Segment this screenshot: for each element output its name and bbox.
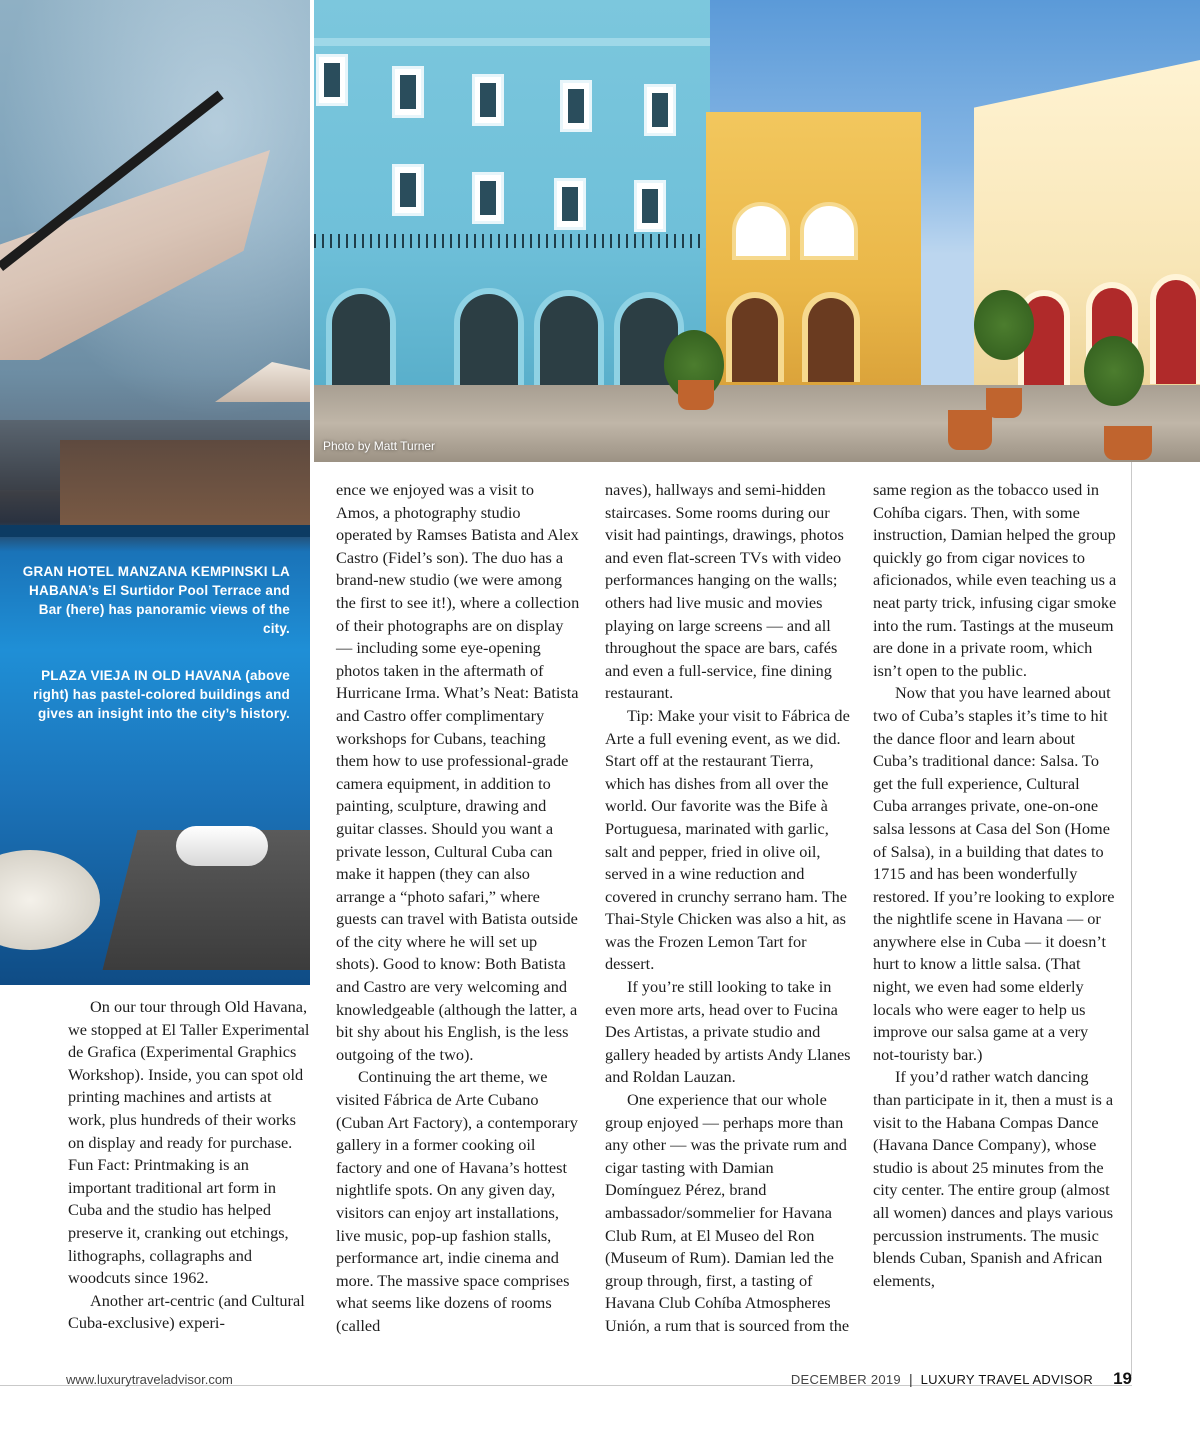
paragraph: same region as the tobacco used in Cohíba cigars. Then, with some instruction, Damian helped the group quickly go from cigar novices to aficionados, while even teaching us a neat party trick, infusing cigar smoke into the rum. Tastings at the museum are done in a private room, which isn’t open to the public. [873,480,1117,680]
hotel-pool-photo [0,0,310,985]
page-number: 19 [1113,1369,1132,1388]
caption-text: (above right) has pastel-colored buildings and gives an insight into the city’s history. [33,668,290,721]
plaza-vieja-photo [314,0,1200,462]
paragraph: One experience that our whole group enjoyed — perhaps more than any other — was the private rum and cigar tasting with Damian Domínguez Pérez, brand ambassador/sommelier for Havana Club Rum, at El Museo del Ron (Museum of Rum). Damian led the group through, first, a tasting of Havana Club Cohíba Atmospheres Unión, a rum that is sourced from the [605,1090,850,1335]
paragraph: If you’d rather watch dancing than participate in it, then a must is a visit to the Habana Compas Dance (Havana Dance Company), whose studio is about 25 minutes from the city center. The entire group (almost all women) dances and plays various percussion instruments. The music blends Cuban, Spanish and African elements, [873,1067,1114,1290]
yellow-building [706,112,921,397]
publication-name: LUXURY TRAVEL ADVISOR [920,1372,1094,1387]
footer-website-url: www.luxurytraveladvisor.com [66,1372,233,1387]
article-column-4 [873,479,1118,1292]
caption-lead: GRAN HOTEL MANZANA KEMPINSKI LA HABANA [22,564,290,598]
paragraph: Continuing the art theme, we visited Fábrica de Arte Cubano (Cuban Art Factory), a contemporary gallery in a former cooking oil factory and one of Havana’s hottest nightlife spots. On any given day, visitors can enjoy art installations, live music, pop-up fashion stalls, performance art, indie cinema and more. The massive space comprises what seems like dozens of rooms (called [336,1067,578,1335]
paragraph: ence we enjoyed was a visit to Amos, a photography studio operated by Ramses Batista and Alex Castro (Fidel’s son). The duo has a brand-new studio (we were among the first to see it!), where a collection of their photographs are on display — including some eye-opening photos taken in the aftermath of Hurricane Irma. What’s Neat: Batista and Castro offer complimentary workshops for Cubans, teaching them how to use professional-grade camera equipment, in addition to painting, sculpture, drawing and guitar classes. Should you want a private lesson, Cultural Cuba can make it happen (they can also arrange a “photo safari,” where guests can travel with Batista outside of the city where he will set up shots). Good to know: Both Batista and Castro are very welcoming and knowledgeable (although the latter, a bit shy about his English, is the less outgoing of the two). [336,480,580,1064]
issue-date: DECEMBER 2019 [790,1372,901,1387]
paragraph: Another art-centric (and Cultural Cuba-exclusive) experi- [68,1290,305,1333]
caption-text: ’s El Surtidor Pool Terrace and Bar (here) has panoramic views of the city. [38,583,290,636]
footer-folio [791,1369,1132,1389]
article-column-2 [336,479,580,1338]
blue-building [314,0,710,395]
paragraph: If you’re still looking to take in even more arts, head over to Fucina Des Artistas, a private studio and gallery headed by artists Andy Llanes and Roldan Lauzan. [605,977,851,1087]
photo-caption-hotel [20,562,290,638]
paragraph: On our tour through Old Havana, we stopped at El Taller Experimental de Grafica (Experimental Graphics Workshop). Inside, you can spot old printing machines and artists at work, plus hundreds of their works on display and ready for purchase. Fun Fact: Printmaking is an important traditional art form in Cuba and the studio has helped preserve it, cranking out etchings, lithographs, collagraphs and woodcuts since 1962. [68,997,310,1288]
article-column-1 [68,996,312,1335]
photo-caption-plaza [20,666,290,723]
paragraph: Now that you have learned about two of Cuba’s staples it’s time to hit the dance floor and learn about Cuba’s traditional dance: Salsa. To get the full experience, Cultural Cuba arranges private, one-on-one salsa lessons at Casa del Son (Home of Salsa), in a building that dates to 1715 and has been wonderfully restored. If you’re looking to explore the nightlife scene in Havana — or anywhere else in Cuba — it doesn’t hurt to know a little salsa. (That night, we even had some elderly locals who were eager to help us improve our salsa game at a very not-touristy bar.) [873,683,1115,1064]
paragraph: Tip: Make your visit to Fábrica de Arte a full evening event, as we did. Start off at the restaurant Tierra, which has dishes from all over the world. Our favorite was the Bife à Portuguesa, marinated with garlic, salt and pepper, fried in olive oil, served in a wine reduction and covered in crunchy serrano ham. The Thai-Style Chicken was also a hit, as was the Frozen Lemon Tart for dessert. [605,705,850,974]
page-frame-vertical [1131,462,1132,1376]
article-column-3 [605,479,851,1338]
photo-credit: Photo by Matt Turner [323,439,436,453]
caption-lead: PLAZA VIEJA IN OLD HAVANA [41,668,242,683]
footer-separator: | [908,1371,913,1387]
paragraph: naves), hallways and semi-hidden staircases. Some rooms during our visit had paintings, drawings, photos and even flat-screen TVs with video performances hanging on the walls; others had live music and movies playing on large screens — and all throughout the space are bars, cafés and even a full-service, fine dining restaurant. [605,480,844,703]
